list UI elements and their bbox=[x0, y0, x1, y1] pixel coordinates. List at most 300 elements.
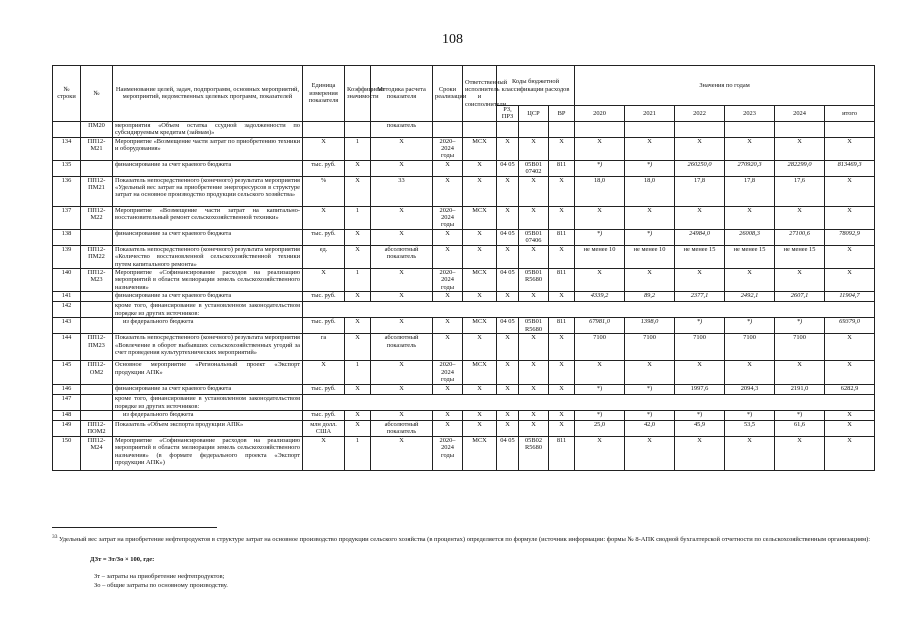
footnote-def-1: Зт – затраты на приобретение нефтепродуктов; bbox=[94, 573, 225, 580]
cell-vr: Х bbox=[549, 361, 575, 385]
cell-coef: Х bbox=[345, 245, 371, 268]
cell-coef: Х bbox=[345, 176, 371, 206]
cell-rz: Х bbox=[497, 361, 519, 385]
header-number: № bbox=[81, 66, 113, 122]
cell-unit: Х bbox=[303, 361, 345, 385]
cell-rz: Х bbox=[497, 245, 519, 268]
header-name: Наименование целей, задач, подпрограмм, основных мероприятий, мероприятий, ведомственных целевых программ, показателей bbox=[113, 66, 303, 122]
footnote-body: Удельный вес затрат на приобретение нефтепродуктов в структуре затрат на основное производство продукции сельского хозяйства (в процентах) определяется по формуле (источник информации: формы № 8-АПК сводной бухгалтерской отчетности по сельскохозяйственным организациям): bbox=[59, 536, 871, 544]
cell-resp: МСХ bbox=[463, 137, 497, 160]
cell-csr: Х bbox=[519, 385, 549, 395]
cell-n bbox=[81, 395, 113, 411]
cell-value-3: 53,5 bbox=[725, 420, 775, 436]
cell-csr: Х bbox=[519, 410, 549, 420]
cell-resp: Х bbox=[463, 334, 497, 361]
cell-value-3: *) bbox=[725, 318, 775, 334]
cell-csr: Х bbox=[519, 361, 549, 385]
cell-meth: Х bbox=[371, 206, 433, 229]
cell-term: Х bbox=[433, 292, 463, 302]
cell-meth: Х bbox=[371, 160, 433, 176]
cell-r: 149 bbox=[53, 420, 81, 436]
cell-value-3: 7100 bbox=[725, 334, 775, 361]
cell-name: финансирование за счет краевого бюджета bbox=[113, 385, 303, 395]
cell-unit: тыс. руб. bbox=[303, 385, 345, 395]
cell-name: Показатель непосредственного (конечного) результата мероприятия «Количество восстановленной сельскохозяйственной техники путем капитального ремонта» bbox=[113, 245, 303, 268]
indicators-table bbox=[52, 65, 875, 471]
cell-csr bbox=[519, 121, 549, 137]
cell-n: ПП12-ПМ21 bbox=[81, 176, 113, 206]
header-total: итого bbox=[825, 106, 875, 122]
cell-value-4: 61,6 bbox=[775, 420, 825, 436]
cell-value-2: не менее 15 bbox=[675, 245, 725, 268]
cell-meth: Х bbox=[371, 292, 433, 302]
cell-value-2: 24984,0 bbox=[675, 229, 725, 245]
cell-r: 148 bbox=[53, 410, 81, 420]
cell-name: финансирование за счет краевого бюджета bbox=[113, 229, 303, 245]
cell-vr bbox=[549, 121, 575, 137]
cell-csr: 05В01 R5680 bbox=[519, 268, 549, 291]
cell-value-5: 6282,9 bbox=[825, 385, 875, 395]
cell-term: 2020–2024 годы bbox=[433, 361, 463, 385]
cell-resp: Х bbox=[463, 245, 497, 268]
cell-r bbox=[53, 121, 81, 137]
footnote-mark: 33 bbox=[52, 534, 58, 540]
cell-unit: тыс. руб. bbox=[303, 292, 345, 302]
cell-term: 2020–2024 годы bbox=[433, 137, 463, 160]
cell-coef: Х bbox=[345, 318, 371, 334]
cell-coef: Х bbox=[345, 229, 371, 245]
cell-resp: Х bbox=[463, 420, 497, 436]
header-rz: РЗ, ПРЗ bbox=[497, 106, 519, 122]
cell-rz: Х bbox=[497, 420, 519, 436]
footnote-def-2: Зо – общие затраты по основному производству. bbox=[94, 582, 228, 589]
cell-value-2: Х bbox=[675, 436, 725, 470]
table-row bbox=[53, 302, 875, 318]
header-responsible: Ответственный исполнитель и соисполнители bbox=[463, 66, 497, 122]
cell-value-4: 7100 bbox=[775, 334, 825, 361]
cell-rz: Х bbox=[497, 385, 519, 395]
cell-resp bbox=[463, 121, 497, 137]
cell-value-3 bbox=[725, 121, 775, 137]
cell-value-3: Х bbox=[725, 137, 775, 160]
cell-meth: Х bbox=[371, 268, 433, 291]
cell-unit: тыс. руб. bbox=[303, 410, 345, 420]
table-row bbox=[53, 160, 875, 176]
cell-vr: 811 bbox=[549, 229, 575, 245]
cell-value-4: 17,6 bbox=[775, 176, 825, 206]
cell-csr: Х bbox=[519, 176, 549, 206]
cell-coef: 1 bbox=[345, 137, 371, 160]
cell-rz: Х bbox=[497, 176, 519, 206]
cell-vr: Х bbox=[549, 245, 575, 268]
cell-n bbox=[81, 292, 113, 302]
cell-value-0: *) bbox=[575, 410, 625, 420]
cell-r: 147 bbox=[53, 395, 81, 411]
cell-value-0: Х bbox=[575, 137, 625, 160]
table-row bbox=[53, 395, 875, 411]
table-row bbox=[53, 420, 875, 436]
cell-value-0: 4339,2 bbox=[575, 292, 625, 302]
cell-vr: Х bbox=[549, 420, 575, 436]
cell-coef: Х bbox=[345, 334, 371, 361]
cell-value-2: 7100 bbox=[675, 334, 725, 361]
cell-value-5: Х bbox=[825, 176, 875, 206]
cell-value-0: *) bbox=[575, 160, 625, 176]
cell-n: ПП12-ПОМ2 bbox=[81, 420, 113, 436]
table-row bbox=[53, 410, 875, 420]
cell-term: Х bbox=[433, 245, 463, 268]
cell-vr: 811 bbox=[549, 318, 575, 334]
cell-value-1: 42,0 bbox=[625, 420, 675, 436]
cell-n: ПП12-ОМ2 bbox=[81, 361, 113, 385]
cell-value-0: 67981,0 bbox=[575, 318, 625, 334]
cell-unit: тыс. руб. bbox=[303, 160, 345, 176]
cell-name: Мероприятие «Софинансирование расходов на реализацию мероприятий в области мелиорации земель сельскохозяйственного назначения» (в формате федерального проекта «Экспорт продукции АПК») bbox=[113, 436, 303, 470]
cell-value-1: *) bbox=[625, 160, 675, 176]
cell-csr: Х bbox=[519, 137, 549, 160]
cell-name: финансирование за счет краевого бюджета bbox=[113, 160, 303, 176]
footnote-divider bbox=[52, 527, 217, 528]
cell-coef: Х bbox=[345, 385, 371, 395]
cell-value-4: Х bbox=[775, 268, 825, 291]
cell-meth: Х bbox=[371, 137, 433, 160]
cell-resp: МСХ bbox=[463, 318, 497, 334]
cell-value-2: *) bbox=[675, 318, 725, 334]
cell-unit bbox=[303, 121, 345, 137]
cell-name: Мероприятие «Возмещение части затрат по приобретению техники и оборудования» bbox=[113, 137, 303, 160]
cell-term: Х bbox=[433, 229, 463, 245]
cell-n bbox=[81, 385, 113, 395]
cell-meth: 33 bbox=[371, 176, 433, 206]
cell-rz: 04 05 bbox=[497, 268, 519, 291]
cell-n bbox=[81, 229, 113, 245]
cell-value-5: Х bbox=[825, 334, 875, 361]
cell-name: Показатель непосредственного (конечного) результата мероприятия «Удельный вес затрат на приобретение энергоресурсов в структуре затрат на основное производство продукции сельского хозяйства» bbox=[113, 176, 303, 206]
cell-value-3: *) bbox=[725, 410, 775, 420]
cell-value-1: *) bbox=[625, 229, 675, 245]
cell-resp: МСХ bbox=[463, 361, 497, 385]
cell-name: Мероприятие «Возмещение части затрат на капитально-восстановительный ремонт сельскохозяйственной техники» bbox=[113, 206, 303, 229]
cell-resp: Х bbox=[463, 176, 497, 206]
cell-rz: 04 05 bbox=[497, 160, 519, 176]
cell-value-2: Х bbox=[675, 137, 725, 160]
cell-rz: Х bbox=[497, 206, 519, 229]
cell-meth: Х bbox=[371, 229, 433, 245]
cell-value-1: Х bbox=[625, 436, 675, 470]
cell-csr: 05В01 07406 bbox=[519, 229, 549, 245]
cell-meth: абсолютный показатель bbox=[371, 245, 433, 268]
cell-term bbox=[433, 121, 463, 137]
cell-value-0: *) bbox=[575, 385, 625, 395]
cell-value-4: не менее 15 bbox=[775, 245, 825, 268]
cell-r: 135 bbox=[53, 160, 81, 176]
cell-term: Х bbox=[433, 410, 463, 420]
cell-value-3: не менее 15 bbox=[725, 245, 775, 268]
cell-value-2: 1997,6 bbox=[675, 385, 725, 395]
cell-value-5: 78092,9 bbox=[825, 229, 875, 245]
cell-value-2: Х bbox=[675, 361, 725, 385]
cell-r: 138 bbox=[53, 229, 81, 245]
cell-vr: Х bbox=[549, 176, 575, 206]
cell-r: 145 bbox=[53, 361, 81, 385]
cell-coef bbox=[345, 121, 371, 137]
header-year-2022: 2022 bbox=[675, 106, 725, 122]
cell-value-2: Х bbox=[675, 268, 725, 291]
cell-csr: Х bbox=[519, 420, 549, 436]
cell-csr: 05В02 R5680 bbox=[519, 436, 549, 470]
cell-value-1: Х bbox=[625, 361, 675, 385]
cell-value-0 bbox=[575, 121, 625, 137]
cell-vr: Х bbox=[549, 206, 575, 229]
cell-vr: Х bbox=[549, 334, 575, 361]
cell-term: 2020–2024 годы bbox=[433, 206, 463, 229]
cell-term: 2020–2024 годы bbox=[433, 436, 463, 470]
cell-term: Х bbox=[433, 176, 463, 206]
cell-term: Х bbox=[433, 334, 463, 361]
table-row bbox=[53, 229, 875, 245]
cell-rz: Х bbox=[497, 334, 519, 361]
cell-value-5: Х bbox=[825, 206, 875, 229]
cell-resp: Х bbox=[463, 410, 497, 420]
cell-value-3: 17,8 bbox=[725, 176, 775, 206]
table-row bbox=[53, 318, 875, 334]
cell-value-3: Х bbox=[725, 268, 775, 291]
cell-coef: 1 bbox=[345, 206, 371, 229]
header-year-2021: 2021 bbox=[625, 106, 675, 122]
cell-meth: Х bbox=[371, 410, 433, 420]
footnote-text bbox=[52, 533, 874, 544]
cell-vr: 811 bbox=[549, 436, 575, 470]
cell-csr: Х bbox=[519, 245, 549, 268]
cell-meth: абсолютный показатель bbox=[371, 420, 433, 436]
cell-n: ПП12-М24 bbox=[81, 436, 113, 470]
cell-value-5 bbox=[825, 121, 875, 137]
cell-value-2: *) bbox=[675, 410, 725, 420]
cell-r: 136 bbox=[53, 176, 81, 206]
cell-rz: 04 05 bbox=[497, 318, 519, 334]
table-row bbox=[53, 245, 875, 268]
cell-term: 2020–2024 годы bbox=[433, 268, 463, 291]
cell-value-1: Х bbox=[625, 206, 675, 229]
cell-name: кроме того, финансирование в установленном законодательством порядке из других источников: bbox=[113, 302, 303, 318]
cell-name: из федерального бюджета bbox=[113, 318, 303, 334]
cell-coef: Х bbox=[345, 420, 371, 436]
cell-value-5: 813469,3 bbox=[825, 160, 875, 176]
cell-vr: Х bbox=[549, 410, 575, 420]
cell-unit: % bbox=[303, 176, 345, 206]
cell-term: Х bbox=[433, 385, 463, 395]
table-row bbox=[53, 385, 875, 395]
cell-value-4: Х bbox=[775, 206, 825, 229]
header-unit: Единица измерения показателя bbox=[303, 66, 345, 122]
cell-value-4: 2607,1 bbox=[775, 292, 825, 302]
cell-vr: Х bbox=[549, 137, 575, 160]
cell-name: Показатель «Объем экспорта продукции АПК» bbox=[113, 420, 303, 436]
cell-value-4: 2191,0 bbox=[775, 385, 825, 395]
cell-value-1: *) bbox=[625, 410, 675, 420]
cell-rz: 04 05 bbox=[497, 229, 519, 245]
cell-unit: тыс. руб. bbox=[303, 229, 345, 245]
cell-vr: Х bbox=[549, 385, 575, 395]
cell-vr: Х bbox=[549, 292, 575, 302]
cell-value-5: Х bbox=[825, 137, 875, 160]
cell-value-1: 18,0 bbox=[625, 176, 675, 206]
cell-resp: МСХ bbox=[463, 268, 497, 291]
cell-meth: Х bbox=[371, 385, 433, 395]
table-body bbox=[53, 121, 875, 470]
cell-value-1: *) bbox=[625, 385, 675, 395]
cell-value-4: Х bbox=[775, 137, 825, 160]
header-year-2023: 2023 bbox=[725, 106, 775, 122]
page-number: 108 bbox=[442, 32, 463, 47]
table-row bbox=[53, 137, 875, 160]
table-row bbox=[53, 292, 875, 302]
cell-value-5: 11904,7 bbox=[825, 292, 875, 302]
cell-value-1: 89,2 bbox=[625, 292, 675, 302]
cell-rz: Х bbox=[497, 292, 519, 302]
cell-vr: 811 bbox=[549, 268, 575, 291]
cell-n bbox=[81, 160, 113, 176]
cell-coef: 1 bbox=[345, 436, 371, 470]
table-row bbox=[53, 334, 875, 361]
cell-meth: Х bbox=[371, 318, 433, 334]
cell-csr: 05В01 R5680 bbox=[519, 318, 549, 334]
cell-rz bbox=[497, 121, 519, 137]
cell-value-2: 17,8 bbox=[675, 176, 725, 206]
cell-term: Х bbox=[433, 318, 463, 334]
cell-resp: МСХ bbox=[463, 206, 497, 229]
cell-n: ПМ20 bbox=[81, 121, 113, 137]
cell-value-0: 25,0 bbox=[575, 420, 625, 436]
header-vr: ВР bbox=[549, 106, 575, 122]
cell-value-1 bbox=[625, 121, 675, 137]
cell-value-0: Х bbox=[575, 206, 625, 229]
cell-n: ПП12-ПМ23 bbox=[81, 334, 113, 361]
cell-name: Показатель непосредственного (конечного) результата мероприятия «Вовлечение в оборот выбывших сельскохозяйственных угодий за счет проведения культуртехнических мероприятий» bbox=[113, 334, 303, 361]
header-row-number: № строки bbox=[53, 66, 81, 122]
cell-meth: Х bbox=[371, 361, 433, 385]
cell-resp: Х bbox=[463, 229, 497, 245]
header-coefficient: Коэффициент значимости bbox=[345, 66, 371, 122]
cell-r: 137 bbox=[53, 206, 81, 229]
cell-value-4: 282299,0 bbox=[775, 160, 825, 176]
cell-r: 141 bbox=[53, 292, 81, 302]
cell-n: ПП12-ПМ22 bbox=[81, 245, 113, 268]
cell-r: 143 bbox=[53, 318, 81, 334]
cell-n bbox=[81, 302, 113, 318]
cell-name: Мероприятие «Софинансирование расходов на реализацию мероприятий в области мелиорации земель сельскохозяйственного назначения» bbox=[113, 268, 303, 291]
cell-value-1: Х bbox=[625, 268, 675, 291]
cell-unit: тыс. руб. bbox=[303, 318, 345, 334]
cell-value-4 bbox=[775, 121, 825, 137]
cell-csr: Х bbox=[519, 334, 549, 361]
cell-r: 142 bbox=[53, 302, 81, 318]
cell-resp: МСХ bbox=[463, 436, 497, 470]
cell-value-2: 260250,0 bbox=[675, 160, 725, 176]
cell-csr: 05В01 07402 bbox=[519, 160, 549, 176]
cell-value-2: 2377,1 bbox=[675, 292, 725, 302]
cell-meth: показатель bbox=[371, 121, 433, 137]
cell-name: мероприятия «Объем остатка ссудной задолженности по субсидируемым кредитам (займам)» bbox=[113, 121, 303, 137]
table-row bbox=[53, 206, 875, 229]
cell-meth: Х bbox=[371, 436, 433, 470]
cell-value-5: Х bbox=[825, 436, 875, 470]
cell-unit: Х bbox=[303, 268, 345, 291]
cell-r: 146 bbox=[53, 385, 81, 395]
cell-value-5: Х bbox=[825, 245, 875, 268]
cell-n bbox=[81, 318, 113, 334]
cell-value-0: Х bbox=[575, 268, 625, 291]
header-year-2020: 2020 bbox=[575, 106, 625, 122]
header-term: Сроки реализации bbox=[433, 66, 463, 122]
cell-value-4: Х bbox=[775, 361, 825, 385]
table-row bbox=[53, 361, 875, 385]
table-row bbox=[53, 436, 875, 470]
cell-csr: Х bbox=[519, 206, 549, 229]
table-row bbox=[53, 176, 875, 206]
cell-value-3: Х bbox=[725, 436, 775, 470]
header-csr: ЦСР bbox=[519, 106, 549, 122]
cell-n: ПП12-М23 bbox=[81, 268, 113, 291]
cell-coef: Х bbox=[345, 160, 371, 176]
cell-coef: Х bbox=[345, 410, 371, 420]
cell-value-1: не менее 10 bbox=[625, 245, 675, 268]
cell-value-3: 2094,3 bbox=[725, 385, 775, 395]
cell-value-3: 26008,3 bbox=[725, 229, 775, 245]
cell-rz: 04 05 bbox=[497, 436, 519, 470]
cell-value-2: Х bbox=[675, 206, 725, 229]
cell-value-4: *) bbox=[775, 318, 825, 334]
cell-r: 134 bbox=[53, 137, 81, 160]
cell-vr: 811 bbox=[549, 160, 575, 176]
cell-value-1: 1398,0 bbox=[625, 318, 675, 334]
cell-empty-span bbox=[303, 302, 875, 318]
footnote-formula: ДЗт = Зт/Зо × 100, где: bbox=[90, 556, 155, 563]
cell-value-2 bbox=[675, 121, 725, 137]
cell-value-5: Х bbox=[825, 268, 875, 291]
cell-value-4: *) bbox=[775, 410, 825, 420]
cell-meth: абсолютный показатель bbox=[371, 334, 433, 361]
cell-coef: 1 bbox=[345, 361, 371, 385]
cell-rz: Х bbox=[497, 137, 519, 160]
cell-name: из федерального бюджета bbox=[113, 410, 303, 420]
cell-empty-span bbox=[303, 395, 875, 411]
cell-term: Х bbox=[433, 420, 463, 436]
cell-value-2: 45,9 bbox=[675, 420, 725, 436]
cell-value-0: Х bbox=[575, 436, 625, 470]
cell-n bbox=[81, 410, 113, 420]
cell-name: Основное мероприятие «Региональный проект «Экспорт продукции АПК» bbox=[113, 361, 303, 385]
header-year-2024: 2024 bbox=[775, 106, 825, 122]
cell-value-3: Х bbox=[725, 206, 775, 229]
cell-n: ПП12-М22 bbox=[81, 206, 113, 229]
cell-value-4: 27100,6 bbox=[775, 229, 825, 245]
header-budget-codes: Коды бюджетной классификации расходов bbox=[497, 66, 575, 106]
cell-value-3: 2492,1 bbox=[725, 292, 775, 302]
cell-value-0: не менее 10 bbox=[575, 245, 625, 268]
cell-value-5: 69379,0 bbox=[825, 318, 875, 334]
cell-value-3: Х bbox=[725, 361, 775, 385]
cell-value-5: Х bbox=[825, 410, 875, 420]
cell-value-1: Х bbox=[625, 137, 675, 160]
cell-resp: Х bbox=[463, 160, 497, 176]
cell-unit: Х bbox=[303, 436, 345, 470]
cell-term: Х bbox=[433, 160, 463, 176]
cell-value-0: 7100 bbox=[575, 334, 625, 361]
cell-value-5: Х bbox=[825, 420, 875, 436]
cell-unit: га bbox=[303, 334, 345, 361]
cell-unit: млн долл. США bbox=[303, 420, 345, 436]
